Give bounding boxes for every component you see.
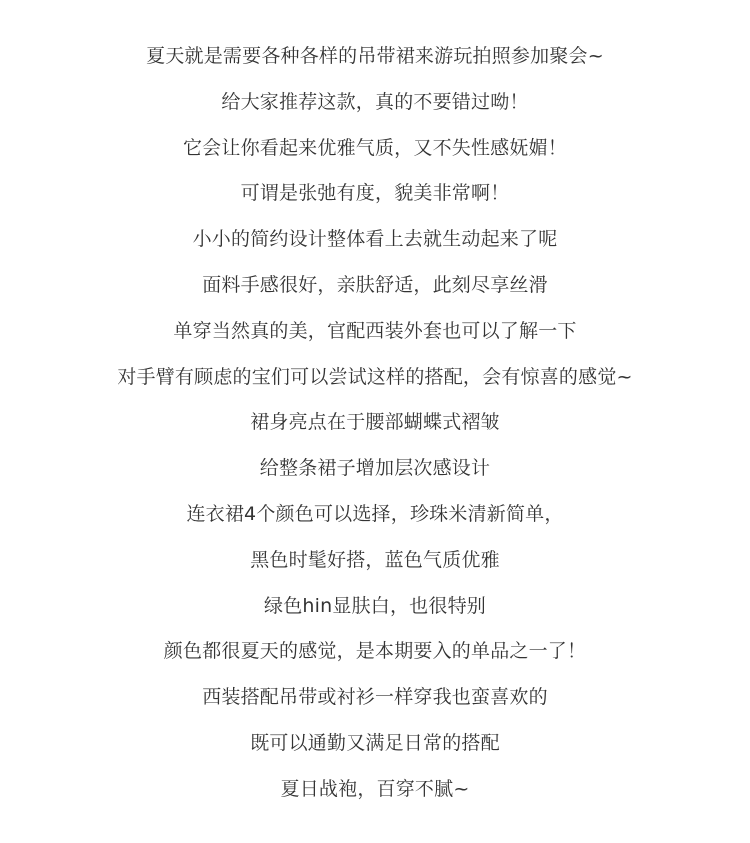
- description-line: 连衣裙4个颜色可以选择，珍珠米清新简单，: [186, 502, 564, 525]
- description-line: 对手臂有顾虑的宝们可以尝试这样的搭配，会有惊喜的感觉~: [117, 365, 633, 388]
- description-line: 小小的简约设计整体看上去就生动起来了呢: [192, 228, 558, 251]
- description-line: 既可以通勤又满足日常的搭配: [250, 731, 500, 754]
- description-line: 给整条裙子增加层次感设计: [259, 457, 491, 480]
- description-line: 裙身亮点在于腰部蝴蝶式褶皱: [250, 411, 500, 434]
- description-line: 颜色都很夏天的感觉，是本期要入的单品之一了！: [163, 640, 587, 663]
- description-line: 西装搭配吊带或衬衫一样穿我也蛮喜欢的: [202, 686, 548, 709]
- description-line: 它会让你看起来优雅气质，又不失性感妩媚！: [182, 136, 567, 159]
- description-line: 黑色时髦好搭，蓝色气质优雅: [250, 548, 500, 571]
- description-line: 给大家推荐这款，真的不要错过呦！: [221, 90, 529, 113]
- description-line: 夏天就是需要各种各样的吊带裙来游玩拍照参加聚会~: [146, 45, 604, 67]
- description-line: 可谓是张弛有度，貌美非常啊！: [240, 182, 510, 205]
- description-line: 绿色hin显肤白，也很特别: [264, 594, 486, 617]
- description-line: 夏日战袍，百穿不腻~: [280, 777, 470, 800]
- description-line: 单穿当然真的美，官配西装外套也可以了解一下: [173, 319, 577, 342]
- product-description: [0, 34, 750, 813]
- description-line: 面料手感很好，亲肤舒适，此刻尽享丝滑: [202, 273, 548, 296]
